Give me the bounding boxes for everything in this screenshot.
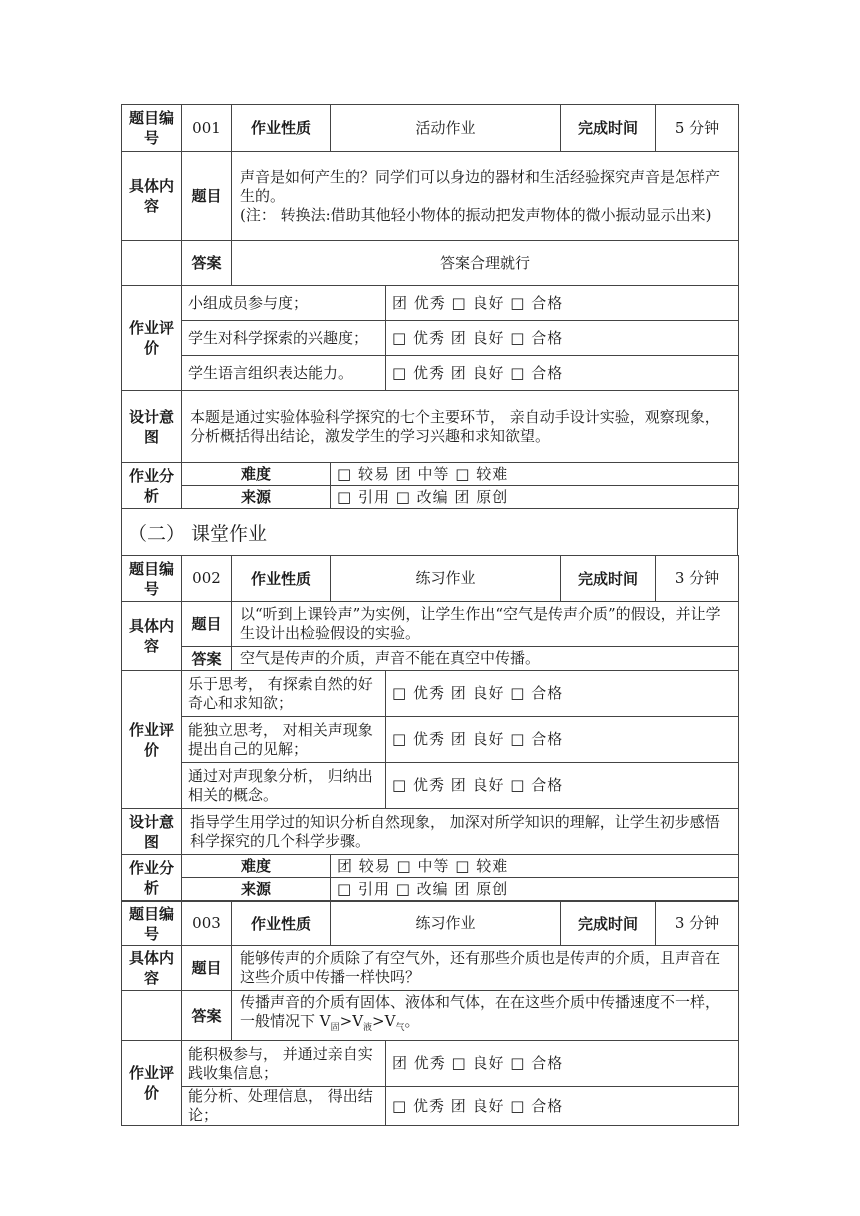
answer-label: 答案: [182, 647, 232, 671]
task-time: 3 分钟: [656, 902, 739, 946]
question-text: 声音是如何产生的？同学们可以身边的器材和生活经验探究声音是怎样产生的。: [240, 167, 721, 205]
answer-gt: >V: [372, 1012, 396, 1030]
subscript-liquid: 液: [363, 1023, 373, 1033]
subscript-gas: 气: [395, 1023, 405, 1033]
difficulty-value: 团 较易 □ 中等 □ 较难: [331, 855, 739, 878]
design-label: 设计意图: [122, 809, 182, 855]
analysis-label: 作业分析: [122, 855, 182, 901]
rating: □ 优秀 团 良好 □ 合格: [386, 671, 739, 717]
difficulty-value: □ 较易 团 中等 □ 较难: [331, 463, 739, 486]
nature-label: 作业性质: [232, 902, 331, 946]
difficulty-label: 难度: [182, 463, 331, 486]
source-label: 来源: [182, 878, 331, 901]
answer-gt: >V: [339, 1012, 364, 1030]
blank-cell: [122, 241, 182, 286]
task-nature: 练习作业: [331, 902, 561, 946]
answer-main: 传播声音的介质有固体、液体和气体，在在这些介质中传播速度不一样，一般情况下 V: [240, 993, 721, 1030]
answer-text: 答案合理就行: [232, 241, 739, 286]
criterion: 学生对科学探索的兴趣度；: [182, 321, 386, 356]
evaluation-label: 作业评价: [122, 1041, 182, 1126]
time-label: 完成时间: [561, 902, 656, 946]
answer-text: 空气是传声的介质，声音不能在真空中传播。: [232, 647, 739, 671]
task-id: 002: [182, 556, 232, 602]
rating: □ 优秀 团 良好 □ 合格: [386, 717, 739, 763]
task-time: 3 分钟: [656, 556, 739, 602]
question-note: (注： 转换法:借助其他轻小物体的振动把发声物体的微小振动显示出来): [240, 205, 712, 224]
nature-label: 作业性质: [232, 556, 331, 602]
task-id: 003: [182, 902, 232, 946]
source-value: □ 引用 □ 改编 团 原创: [331, 486, 739, 509]
answer-label: 答案: [182, 241, 232, 286]
question-label: 题目: [182, 602, 232, 647]
rating: 团 优秀 □ 良好 □ 合格: [386, 1041, 739, 1087]
evaluation-label: 作业评价: [122, 671, 182, 809]
criterion: 通过对声现象分析， 归纳出相关的概念。: [182, 763, 386, 809]
question-cell: [232, 152, 739, 241]
analysis-label: 作业分析: [122, 463, 182, 509]
homework-document: [121, 104, 738, 1126]
task-table-002: [121, 555, 739, 901]
rating: □ 优秀 团 良好 □ 合格: [386, 356, 739, 391]
task-table-003: [121, 901, 739, 1126]
criterion: 能分析、处理信息， 得出结论；: [182, 1087, 386, 1126]
question-label: 题目: [182, 152, 232, 241]
source-value: □ 引用 □ 改编 团 原创: [331, 878, 739, 901]
id-label: 题目编号: [122, 105, 182, 152]
section-title: （二） 课堂作业: [121, 509, 738, 555]
rating: □ 优秀 团 良好 □ 合格: [386, 763, 739, 809]
content-label: 具体内容: [122, 946, 182, 991]
nature-label: 作业性质: [232, 105, 331, 152]
design-text: 本题是通过实验体验科学探究的七个主要环节， 亲自动手设计实验，观察现象，分析概括得出结论，激发学生的学习兴趣和求知欲望。: [182, 391, 739, 463]
source-label: 来源: [182, 486, 331, 509]
design-label: 设计意图: [122, 391, 182, 463]
task-nature: 活动作业: [331, 105, 561, 152]
criterion: 乐于思考， 有探索自然的好奇心和求知欲；: [182, 671, 386, 717]
rating: □ 优秀 团 良好 □ 合格: [386, 321, 739, 356]
content-label: 具体内容: [122, 602, 182, 671]
blank-cell: [122, 991, 182, 1041]
question-text: 以“听到上课铃声”为实例，让学生作出“空气是传声介质”的假设，并让学生设计出检验假设的实验。: [232, 602, 739, 647]
criterion: 能独立思考， 对相关声现象提出自己的见解；: [182, 717, 386, 763]
answer-text: [232, 991, 739, 1041]
difficulty-label: 难度: [182, 855, 331, 878]
id-label: 题目编号: [122, 556, 182, 602]
rating: 团 优秀 □ 良好 □ 合格: [386, 286, 739, 321]
rating: □ 优秀 团 良好 □ 合格: [386, 1087, 739, 1126]
criterion: 学生语言组织表达能力。: [182, 356, 386, 391]
criterion: 能积极参与， 并通过亲自实践收集信息；: [182, 1041, 386, 1087]
time-label: 完成时间: [561, 105, 656, 152]
id-label: 题目编号: [122, 902, 182, 946]
task-id: 001: [182, 105, 232, 152]
answer-end: 。: [404, 1012, 420, 1030]
task-nature: 练习作业: [331, 556, 561, 602]
criterion: 小组成员参与度；: [182, 286, 386, 321]
task-time: 5 分钟: [656, 105, 739, 152]
question-label: 题目: [182, 946, 232, 991]
answer-label: 答案: [182, 991, 232, 1041]
evaluation-label: 作业评价: [122, 286, 182, 391]
question-text: 能够传声的介质除了有空气外，还有那些介质也是传声的介质，且声音在这些介质中传播一样快吗？: [232, 946, 739, 991]
task-table-001: [121, 104, 739, 509]
subscript-solid: 固: [330, 1023, 340, 1033]
design-text: 指导学生用学过的知识分析自然现象， 加深对所学知识的理解，让学生初步感悟科学探究的几个科学步骤。: [182, 809, 739, 855]
time-label: 完成时间: [561, 556, 656, 602]
content-label: 具体内容: [122, 152, 182, 241]
